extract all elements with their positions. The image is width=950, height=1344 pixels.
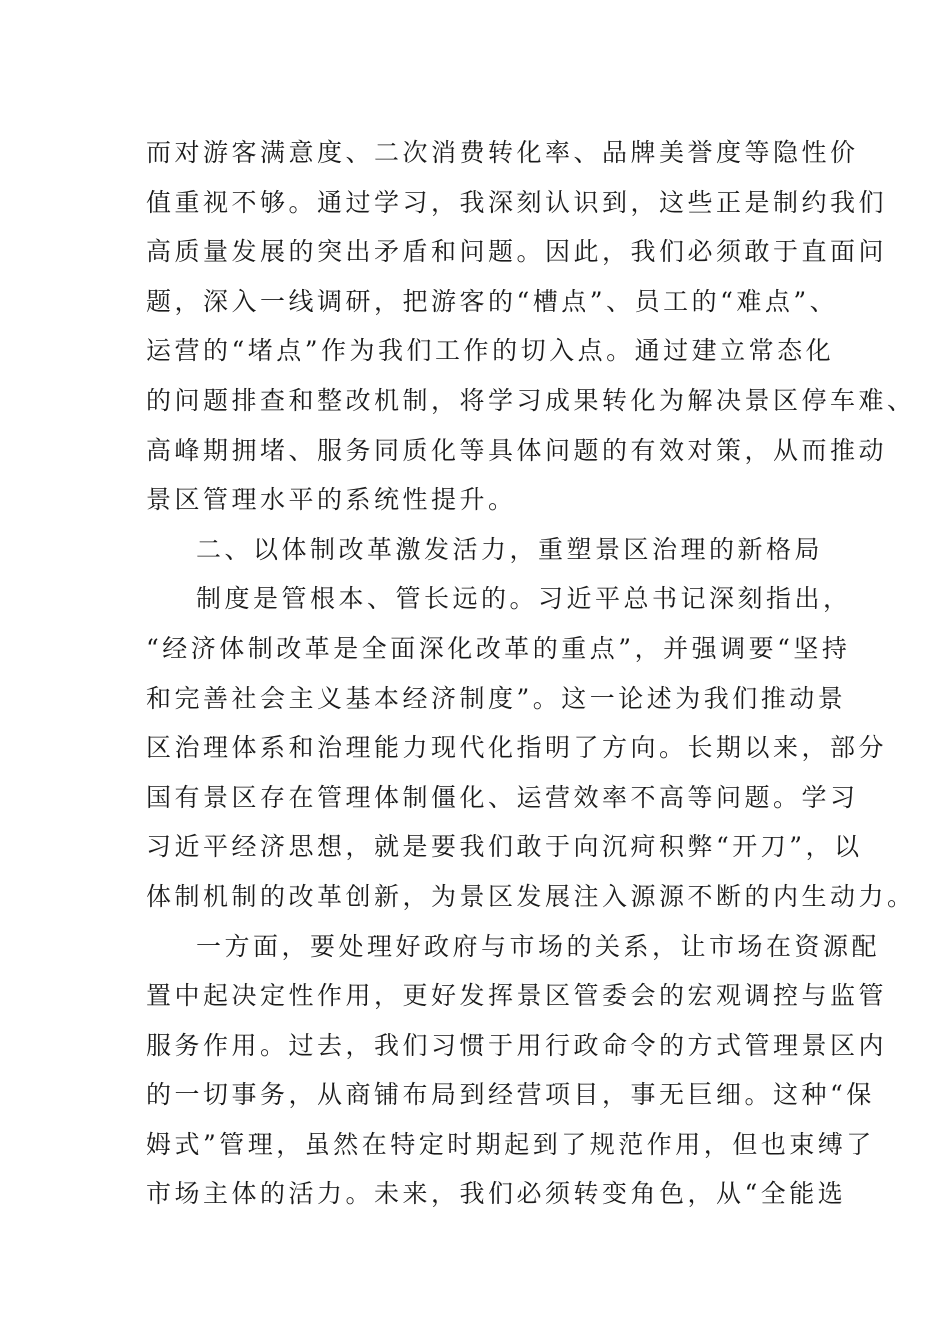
text-line: 体制机制的改革创新，为景区发展注入源源不断的内生动力。 [146,881,916,911]
text-line: 运营的“堵点”作为我们工作的切入点。通过建立常态化 [146,336,835,366]
text-line: 值重视不够。通过学习，我深刻认识到，这些正是制约我们 [146,187,888,217]
text-line: 置中起决定性作用，更好发挥景区管委会的宏观调控与监管 [146,981,888,1011]
text-line: 姆式”管理，虽然在特定时期起到了规范作用，但也束缚了 [146,1129,875,1159]
text-line: 的一切事务，从商铺布局到经营项目，事无巨细。这种“保 [146,1080,875,1110]
text-line: 题，深入一线调研，把游客的“槽点”、员工的“难点”、 [146,286,839,316]
paragraph-first-line: 一方面，要处理好政府与市场的关系，让市场在资源配 [196,931,881,961]
text-line: 而对游客满意度、二次消费转化率、品牌美誉度等隐性价 [146,138,859,167]
text-line: 高峰期拥堵、服务同质化等具体问题的有效对策，从而推动 [146,435,888,465]
text-line: 国有景区存在管理体制僵化、运营效率不高等问题。学习 [146,782,859,812]
section-heading: 二、以体制改革激发活力，重塑景区治理的新格局 [196,534,824,564]
text-line: 和完善社会主义基本经济制度”。这一论述为我们推动景 [146,683,847,713]
text-line: 区治理体系和治理能力现代化指明了方向。长期以来，部分 [146,733,888,763]
paragraph-first-line: 制度是管根本、管长远的。习近平总书记深刻指出， [196,584,852,614]
text-line: 服务作用。过去，我们习惯于用行政命令的方式管理景区内 [146,1030,888,1060]
text-line: 高质量发展的突出矛盾和问题。因此，我们必须敢于直面问 [146,237,888,267]
text-line: “经济体制改革是全面深化改革的重点”，并强调要“坚持 [146,633,851,663]
text-line: 习近平经济思想，就是要我们敢于向沉疴积弊“开刀”，以 [146,832,863,862]
text-line: 景区管理水平的系统性提升。 [146,485,517,515]
text-line: 的问题排查和整改机制，将学习成果转化为解决景区停车难、 [146,385,916,415]
text-line: 市场主体的活力。未来，我们必须转变角色，从“全能选 [146,1179,847,1209]
body-text [146,128,916,1219]
